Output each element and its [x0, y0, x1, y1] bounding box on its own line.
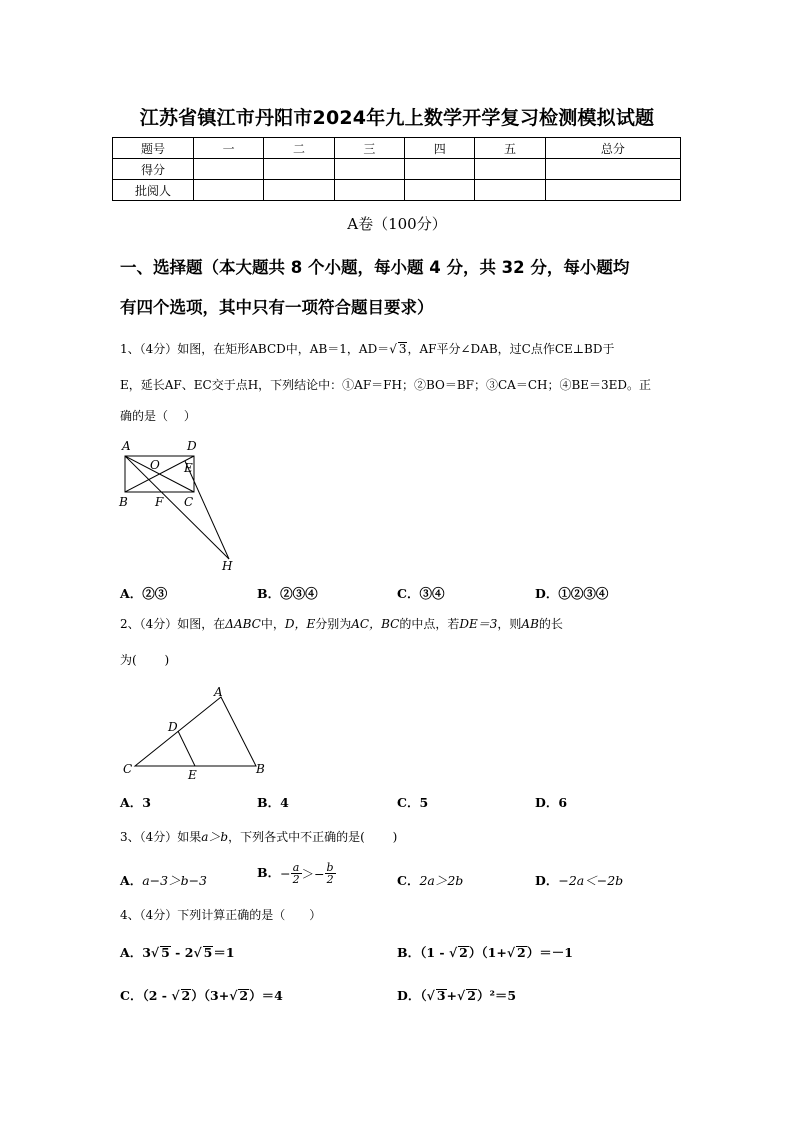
- q3-option-b-label: B．: [257, 865, 281, 880]
- q2-option-d[interactable]: D．6: [535, 795, 568, 810]
- segment-de: [178, 731, 195, 766]
- minus-sign: -: [435, 945, 449, 960]
- score-cell[interactable]: [545, 159, 680, 180]
- term: 1: [487, 945, 497, 960]
- label-d: D: [168, 720, 178, 734]
- radicand: 2: [467, 988, 476, 1003]
- q1-figure: [115, 436, 245, 576]
- plus-sign: +: [496, 945, 507, 960]
- score-header-cell: 五: [475, 138, 545, 159]
- q3-option-a[interactable]: [120, 871, 207, 889]
- score-row-label: 批阅人: [113, 180, 194, 201]
- score-table-header-row: [113, 138, 681, 159]
- q1-option-d[interactable]: D．①②③④: [535, 586, 609, 601]
- sqrt-symbol: [229, 988, 237, 1003]
- score-header-cell: 二: [264, 138, 334, 159]
- q4-line1: 4、（4分）下列计算正确的是（ ）: [120, 908, 322, 922]
- q2-text: 中，: [260, 617, 285, 631]
- q2-option-a[interactable]: A．3: [120, 795, 151, 810]
- coefficient: 2: [184, 945, 194, 960]
- score-cell[interactable]: [475, 180, 545, 201]
- q4-option-c[interactable]: [120, 986, 283, 1004]
- q3-line1: [120, 830, 680, 844]
- minus-sign: -: [157, 988, 172, 1003]
- result: ＝4: [261, 988, 283, 1003]
- q2-segments: AC，BC: [351, 617, 400, 631]
- q4-option-c-label: C．: [120, 988, 143, 1003]
- radicand: 5: [161, 945, 170, 960]
- fraction-numerator: a: [291, 862, 302, 874]
- paren: ）（: [468, 945, 488, 960]
- coefficient: 3: [142, 945, 151, 960]
- part1-heading-line1: 一、选择题（本大题共 8 个小题，每小题 4 分，共 32 分，每小题均: [120, 258, 630, 277]
- score-cell[interactable]: [405, 159, 475, 180]
- score-cell[interactable]: [334, 159, 404, 180]
- score-row-label: 得分: [113, 159, 194, 180]
- q2-figure: [118, 684, 278, 784]
- triangle-abc: [135, 697, 256, 766]
- q1-line2: E，延长AF、EC交于点H，下列结论中：①AF＝FH；②BO＝BF；③CA＝CH；④BE＝3ED。正: [120, 378, 652, 392]
- sqrt-symbol: [427, 988, 435, 1003]
- q4-option-b[interactable]: [397, 943, 573, 961]
- q3-option-a-label: A．: [120, 873, 143, 888]
- q2-ab: AB: [521, 617, 539, 631]
- line-ah: [125, 456, 229, 559]
- label-b: B: [256, 762, 265, 776]
- paren: ）: [526, 945, 540, 960]
- score-table-row: [113, 180, 681, 201]
- label-b: B: [119, 495, 128, 509]
- q2-text: 分别为: [315, 617, 352, 631]
- plus-sign: +: [446, 988, 458, 1003]
- sqrt-symbol: [457, 988, 465, 1003]
- label-e: E: [188, 768, 197, 782]
- result: ＝1: [213, 945, 235, 960]
- label-h: H: [222, 559, 233, 573]
- radicand: 5: [203, 945, 213, 960]
- paren: （: [142, 988, 149, 1003]
- sqrt-symbol: [449, 945, 457, 960]
- radicand: 2: [459, 945, 468, 960]
- fraction-denominator: 2: [326, 873, 334, 886]
- radicand: 3: [436, 988, 446, 1003]
- label-a: A: [122, 439, 131, 453]
- q1-option-c[interactable]: C．③④: [397, 586, 445, 601]
- q4-option-a-label: A．: [120, 945, 143, 960]
- q3-option-c-expr: 2a＞2b: [419, 873, 464, 888]
- q3-option-d[interactable]: [535, 871, 623, 889]
- fraction-numerator: b: [326, 861, 334, 874]
- plus-sign: +: [218, 988, 230, 1003]
- label-f: F: [155, 495, 164, 509]
- score-cell[interactable]: [264, 180, 334, 201]
- radicand: 2: [517, 945, 526, 960]
- q1-lead: 1、（4分）如图，在矩形ABCD中，AB＝1，AD＝: [120, 342, 390, 356]
- q4-option-a[interactable]: [120, 943, 235, 961]
- score-cell[interactable]: [405, 180, 475, 201]
- radicand: 2: [239, 988, 249, 1003]
- minus-sign: −: [280, 866, 291, 881]
- q2-option-c[interactable]: C．5: [397, 795, 429, 810]
- q1-line1: [120, 342, 680, 356]
- q3-condition: a＞b: [201, 830, 229, 844]
- q3-tail: ，下列各式中不正确的是( ): [228, 830, 398, 844]
- result: ²＝5: [489, 988, 517, 1003]
- term: 3: [210, 988, 219, 1003]
- sqrt-symbol: [151, 945, 159, 960]
- radicand: 2: [181, 988, 191, 1003]
- score-header-cell: 题号: [113, 138, 194, 159]
- q3-option-d-label: D．: [535, 873, 559, 888]
- q3-option-c-label: C．: [397, 873, 420, 888]
- q3-lead: 3、（4分）如果: [120, 830, 202, 844]
- paren: ）: [476, 988, 490, 1003]
- line-eh: [185, 461, 229, 559]
- paren: （: [420, 988, 427, 1003]
- q3-option-d-expr: −2a＜−2b: [558, 873, 624, 888]
- label-c: C: [123, 762, 133, 776]
- part1-heading-line2: 有四个选项，其中只有一项符合题目要求）: [120, 298, 434, 317]
- q4-option-d[interactable]: [397, 986, 516, 1004]
- score-cell[interactable]: [194, 180, 264, 201]
- result: ＝－1: [539, 945, 573, 960]
- fraction-b-over-2: [325, 862, 336, 885]
- q4-option-b-label: B．: [397, 945, 421, 960]
- q2-lead: 2、（4分）如图，在: [120, 617, 226, 631]
- label-e: E: [184, 461, 193, 475]
- paren: ）: [249, 988, 262, 1003]
- q3-option-c[interactable]: [397, 871, 463, 889]
- q1-option-a[interactable]: A．②③: [120, 586, 168, 601]
- term: 2: [148, 988, 158, 1003]
- greater-minus-sign: ＞−: [301, 866, 325, 882]
- paren: ）（: [191, 988, 211, 1003]
- sqrt-symbol: [171, 988, 179, 1003]
- label-a: A: [214, 685, 223, 699]
- fraction-a-over-2: [291, 862, 302, 885]
- minus-sign: -: [170, 945, 185, 960]
- paren: （: [420, 945, 427, 960]
- score-header-cell: 四: [405, 138, 475, 159]
- term: 1: [426, 945, 436, 960]
- q1-line3: 确的是（ ）: [120, 409, 196, 423]
- sqrt-symbol: [193, 945, 201, 960]
- score-header-cell: 三: [334, 138, 404, 159]
- score-header-cell: 一: [194, 138, 264, 159]
- sqrt-symbol: [507, 945, 515, 960]
- fraction-denominator: 2: [292, 873, 300, 886]
- q3-option-b[interactable]: [257, 862, 336, 885]
- score-cell[interactable]: [194, 159, 264, 180]
- q1-mid: ，AF平分∠DAB，过C点作CE⊥BD于: [407, 342, 615, 356]
- q2-points: D，E: [284, 617, 316, 631]
- score-table: [112, 137, 681, 201]
- q2-line2: 为( ): [120, 653, 170, 667]
- score-cell[interactable]: [545, 180, 680, 201]
- q1-option-b[interactable]: B．②③④: [257, 586, 318, 601]
- score-header-cell: 总分: [545, 138, 680, 159]
- section-a-heading: A卷（100分）: [347, 215, 447, 233]
- score-cell[interactable]: [264, 159, 334, 180]
- q2-text: 的中点，若: [399, 617, 460, 631]
- q2-text: ，则: [497, 617, 522, 631]
- q1-sqrt-value: 3: [398, 342, 407, 356]
- label-c: C: [184, 495, 194, 509]
- sqrt-symbol: [389, 342, 397, 356]
- q2-option-b[interactable]: B．4: [257, 795, 289, 810]
- label-d: D: [187, 439, 197, 453]
- score-cell[interactable]: [334, 180, 404, 201]
- q4-option-d-label: D．: [397, 988, 421, 1003]
- q2-text: 的长: [538, 617, 563, 631]
- score-cell[interactable]: [475, 159, 545, 180]
- score-table-row: [113, 159, 681, 180]
- exam-title: 江苏省镇江市丹阳市2024年九上数学开学复习检测模拟试题: [139, 107, 655, 129]
- q2-line1: [120, 617, 680, 631]
- q2-condition: DE＝3: [459, 617, 498, 631]
- q3-option-a-expr: a−3＞b−3: [142, 873, 208, 888]
- label-o: O: [150, 458, 160, 472]
- q2-triangle: ΔABC: [225, 617, 261, 631]
